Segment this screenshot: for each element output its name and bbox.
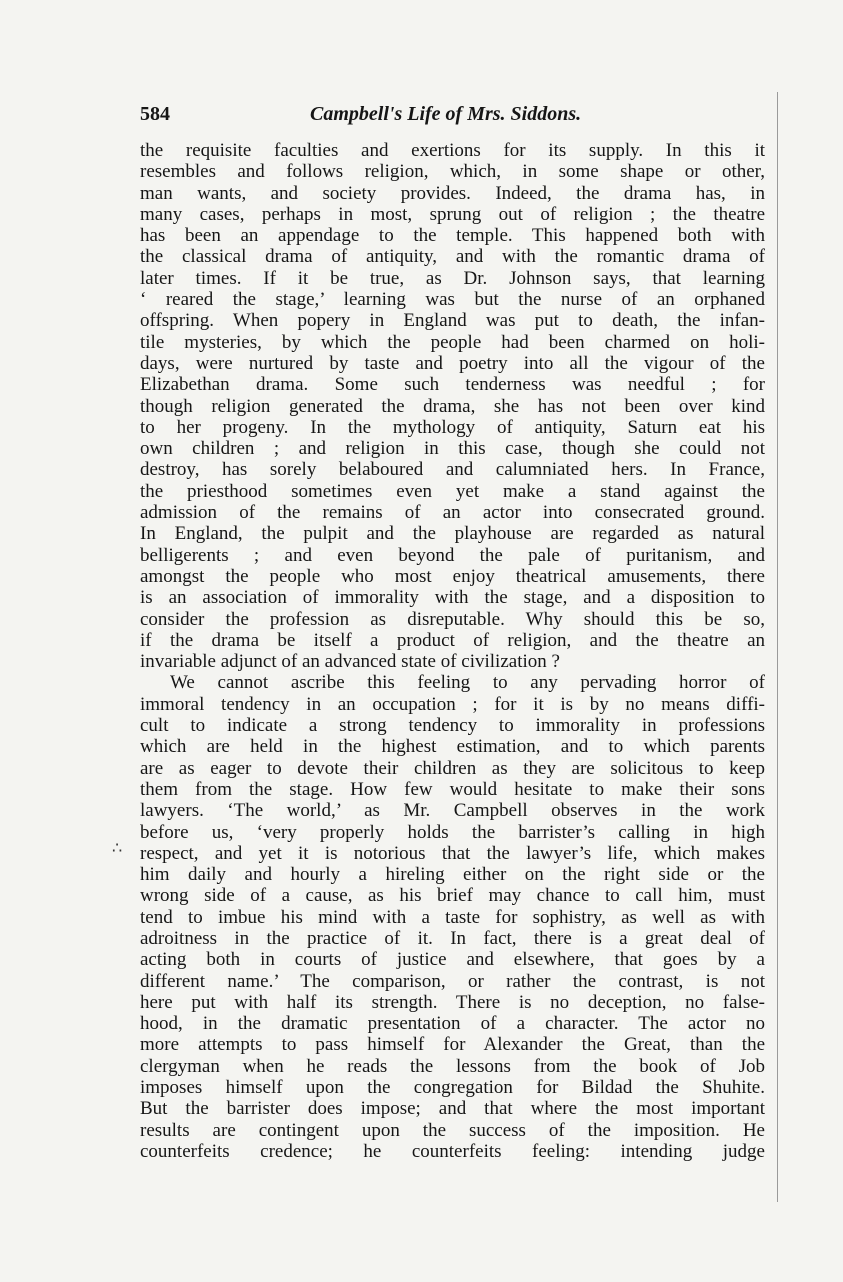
text-line: wrong side of a cause, as his brief may chance to call him, must <box>140 885 765 907</box>
text-line: tend to imbue his mind with a taste for sophistry, as well as with <box>140 906 765 928</box>
text-line: here put with half its strength. There is no deception, no false- <box>140 991 765 1013</box>
body-text <box>140 140 765 1162</box>
text-line: belligerents ; and even beyond the pale of puritanism, and <box>140 544 765 566</box>
text-line: man wants, and society provides. Indeed, the drama has, in <box>140 182 765 204</box>
text-line: many cases, perhaps in most, sprung out of religion ; the theatre <box>140 203 765 225</box>
text-line: imposes himself upon the congregation for Bildad the Shuhite. <box>140 1077 765 1099</box>
text-line: more attempts to pass himself for Alexander the Great, than the <box>140 1034 765 1056</box>
text-line: consider the profession as disreputable. Why should this be so, <box>140 608 765 630</box>
text-line: later times. If it be true, as Dr. Johnson says, that learning <box>140 267 765 289</box>
text-line: tile mysteries, by which the people had been charmed on holi- <box>140 331 765 353</box>
text-line: But the barrister does impose; and that where the most important <box>140 1098 765 1120</box>
text-line: him daily and hourly a hireling either on the right side or the <box>140 864 765 886</box>
text-line: We cannot ascribe this feeling to any pervading horror of <box>170 672 765 694</box>
text-line: are as eager to devote their children as they are solicitous to keep <box>140 757 765 779</box>
text-line: amongst the people who most enjoy theatrical amusements, there <box>140 565 765 587</box>
text-line: acting both in courts of justice and elsewhere, that goes by a <box>140 949 765 971</box>
margin-mark: ∴ <box>112 840 123 857</box>
text-line: ‘ reared the stage,’ learning was but the nurse of an orphaned <box>140 289 765 311</box>
text-line: the classical drama of antiquity, and with the romantic drama of <box>140 246 765 268</box>
text-line: the requisite faculties and exertions for its supply. In this it <box>140 140 765 161</box>
text-line: results are contingent upon the success of the imposition. He <box>140 1119 765 1141</box>
text-line: invariable adjunct of an advanced state of civilization ? <box>140 651 560 673</box>
text-line: to her progeny. In the mythology of antiquity, Saturn eat his <box>140 416 765 438</box>
text-line: hood, in the dramatic presentation of a character. The actor no <box>140 1013 765 1035</box>
text-line: cult to indicate a strong tendency to immorality in professions <box>140 715 765 737</box>
text-line: adroitness in the practice of it. In fact, there is a great deal of <box>140 927 765 949</box>
text-line: destroy, has sorely belaboured and calumniated hers. In France, <box>140 459 765 481</box>
text-line: before us, ‘very properly holds the barrister’s calling in high <box>140 821 765 843</box>
text-line: counterfeits credence; he counterfeits feeling: intending judge <box>140 1140 765 1162</box>
text-line: Elizabethan drama. Some such tenderness was needful ; for <box>140 374 765 396</box>
text-line: clergyman when he reads the lessons from the book of Job <box>140 1055 765 1077</box>
text-line: resembles and follows religion, which, in some shape or other, <box>140 161 765 183</box>
text-line: own children ; and religion in this case, though she could not <box>140 438 765 460</box>
text-line: though religion generated the drama, she has not been over kind <box>140 395 765 417</box>
running-title: Campbell's Life of Mrs. Siddons. <box>310 103 582 125</box>
text-line: lawyers. ‘The world,’ as Mr. Campbell observes in the work <box>140 800 765 822</box>
text-line: is an association of immorality with the stage, and a disposition to <box>140 587 765 609</box>
text-line: days, were nurtured by taste and poetry into all the vigour of the <box>140 352 765 374</box>
page-header <box>140 103 760 133</box>
text-line: respect, and yet it is notorious that the lawyer’s life, which makes <box>140 842 765 864</box>
text-line: immoral tendency in an occupation ; for it is by no means diffi- <box>140 693 765 715</box>
text-line: has been an appendage to the temple. This happened both with <box>140 225 765 247</box>
text-line: different name.’ The comparison, or rather the contrast, is not <box>140 970 765 992</box>
text-line: them from the stage. How few would hesitate to make their sons <box>140 778 765 800</box>
text-line: offspring. When popery in England was put to death, the infan- <box>140 310 765 332</box>
page-number: 584 <box>140 103 170 125</box>
text-line: admission of the remains of an actor into consecrated ground. <box>140 502 765 524</box>
text-line: which are held in the highest estimation, and to which parents <box>140 736 765 758</box>
text-line: if the drama be itself a product of religion, and the theatre an <box>140 629 765 651</box>
page-edge-rule <box>777 92 778 1202</box>
text-line: In England, the pulpit and the playhouse are regarded as natural <box>140 523 765 545</box>
text-line: the priesthood sometimes even yet make a stand against the <box>140 480 765 502</box>
